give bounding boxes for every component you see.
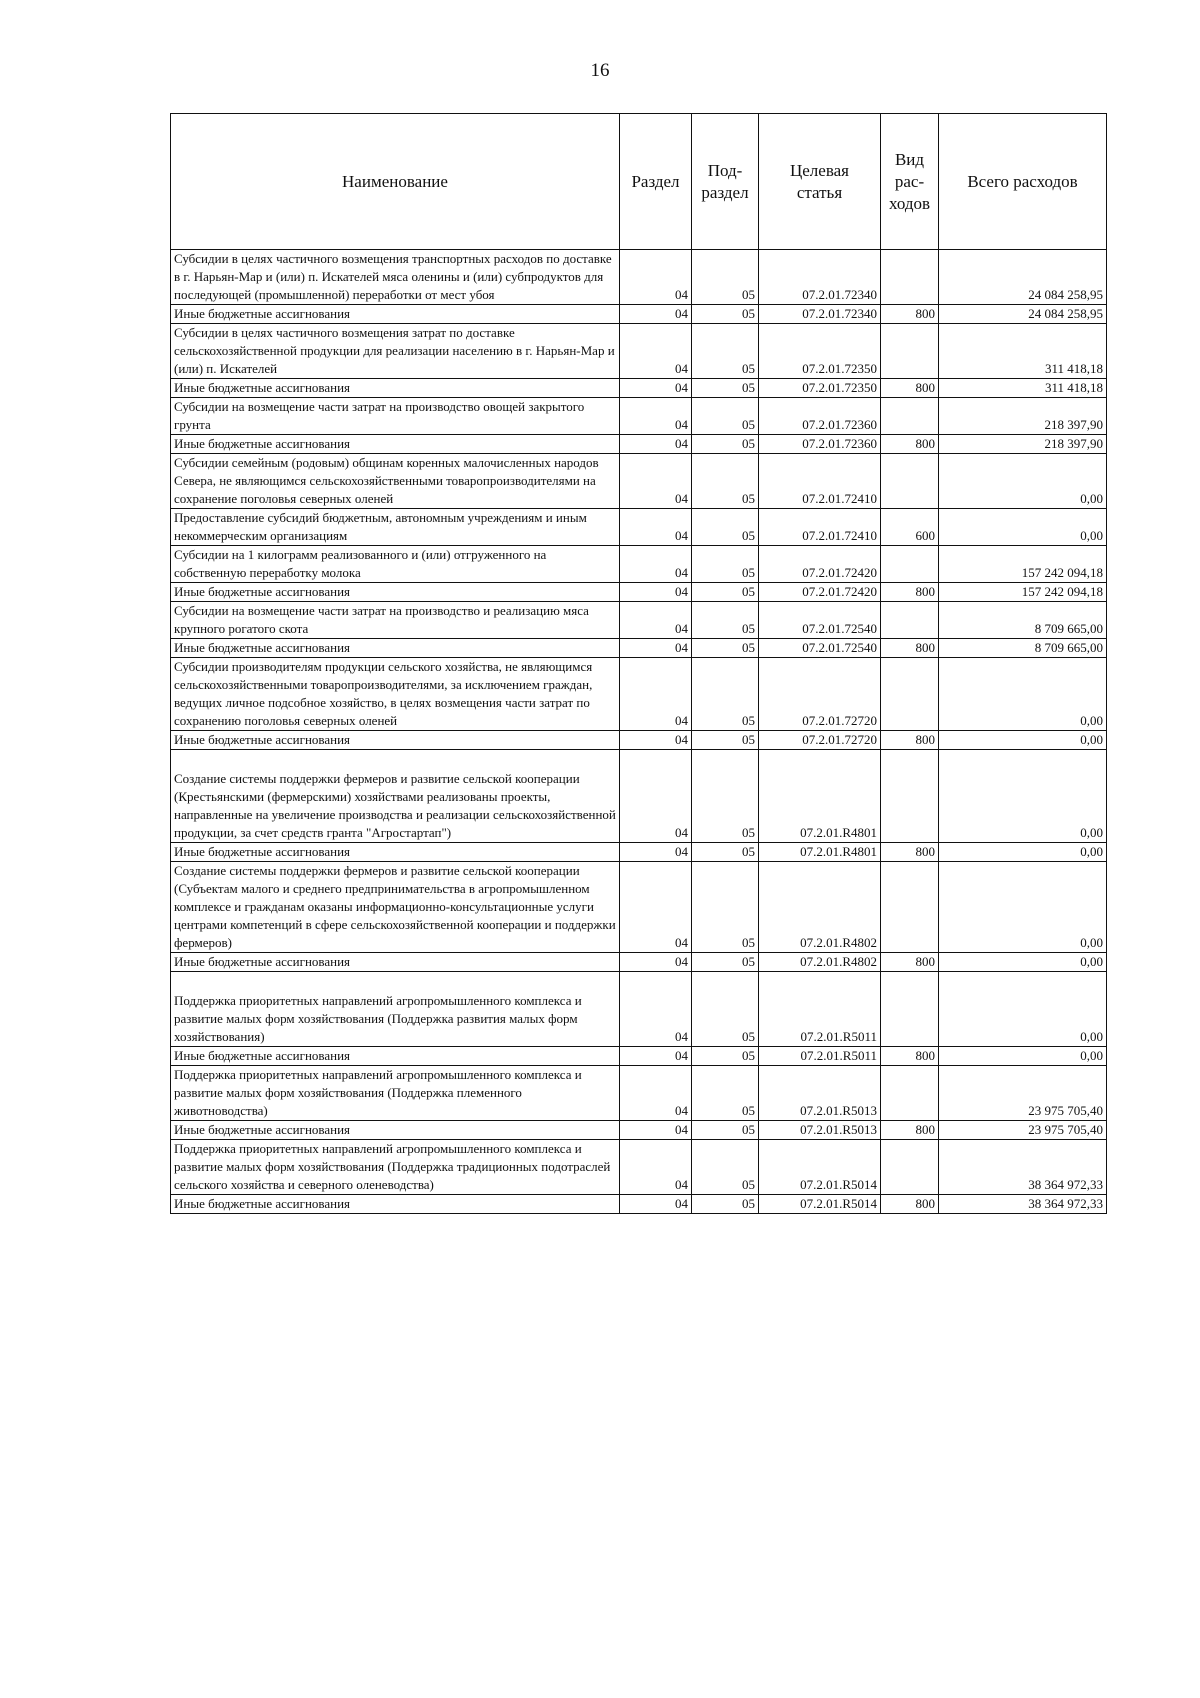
cell-total: 157 242 094,18 bbox=[939, 583, 1107, 602]
cell-total: 0,00 bbox=[939, 750, 1107, 843]
cell-razdel: 04 bbox=[620, 843, 692, 862]
cell-name: Субсидии на 1 килограмм реализованного и (или) отгруженного на собственную переработку молока bbox=[171, 546, 620, 583]
cell-target-article: 07.2.01.72410 bbox=[759, 509, 881, 546]
cell-podrazdel: 05 bbox=[692, 843, 759, 862]
table-row bbox=[171, 1047, 1107, 1066]
header-podrazdel: Под- раздел bbox=[692, 114, 759, 250]
budget-table bbox=[170, 113, 1107, 1214]
table-row bbox=[171, 731, 1107, 750]
cell-name: Иные бюджетные ассигнования bbox=[171, 305, 620, 324]
cell-target-article: 07.2.01.72540 bbox=[759, 639, 881, 658]
cell-target-article: 07.2.01.72350 bbox=[759, 379, 881, 398]
cell-razdel: 04 bbox=[620, 1121, 692, 1140]
cell-name: Иные бюджетные ассигнования bbox=[171, 379, 620, 398]
table-row bbox=[171, 750, 1107, 843]
cell-name: Поддержка приоритетных направлений агропромышленного комплекса и развитие малых форм хозяйствования (Поддержка племенного животноводства) bbox=[171, 1066, 620, 1121]
table-header-row bbox=[171, 114, 1107, 250]
cell-podrazdel: 05 bbox=[692, 1121, 759, 1140]
cell-expense-type bbox=[881, 972, 939, 1047]
table-row bbox=[171, 972, 1107, 1047]
cell-total: 0,00 bbox=[939, 454, 1107, 509]
cell-target-article: 07.2.01.72410 bbox=[759, 454, 881, 509]
cell-razdel: 04 bbox=[620, 953, 692, 972]
table-row bbox=[171, 583, 1107, 602]
cell-podrazdel: 05 bbox=[692, 862, 759, 953]
cell-razdel: 04 bbox=[620, 602, 692, 639]
cell-total: 0,00 bbox=[939, 509, 1107, 546]
table-row bbox=[171, 435, 1107, 454]
table-row bbox=[171, 1066, 1107, 1121]
cell-razdel: 04 bbox=[620, 1195, 692, 1214]
cell-expense-type bbox=[881, 398, 939, 435]
cell-target-article: 07.2.01.R5011 bbox=[759, 1047, 881, 1066]
cell-total: 38 364 972,33 bbox=[939, 1140, 1107, 1195]
cell-podrazdel: 05 bbox=[692, 250, 759, 305]
cell-expense-type bbox=[881, 750, 939, 843]
cell-total: 0,00 bbox=[939, 972, 1107, 1047]
cell-expense-type: 800 bbox=[881, 379, 939, 398]
cell-name: Субсидии семейным (родовым) общинам коренных малочисленных народов Севера, не являющимся сельскохозяйственными товаропроизводителями на сохранение поголовья северных оленей bbox=[171, 454, 620, 509]
table-row bbox=[171, 658, 1107, 731]
table-row bbox=[171, 379, 1107, 398]
cell-expense-type: 800 bbox=[881, 1121, 939, 1140]
cell-razdel: 04 bbox=[620, 509, 692, 546]
cell-razdel: 04 bbox=[620, 731, 692, 750]
table-row bbox=[171, 546, 1107, 583]
cell-target-article: 07.2.01.R5011 bbox=[759, 972, 881, 1047]
cell-target-article: 07.2.01.72360 bbox=[759, 398, 881, 435]
cell-podrazdel: 05 bbox=[692, 454, 759, 509]
table-row bbox=[171, 324, 1107, 379]
cell-podrazdel: 05 bbox=[692, 602, 759, 639]
cell-podrazdel: 05 bbox=[692, 1047, 759, 1066]
cell-expense-type: 600 bbox=[881, 509, 939, 546]
header-target-article: Целевая статья bbox=[759, 114, 881, 250]
cell-expense-type: 800 bbox=[881, 1047, 939, 1066]
cell-razdel: 04 bbox=[620, 750, 692, 843]
table-row bbox=[171, 843, 1107, 862]
cell-expense-type bbox=[881, 454, 939, 509]
cell-total: 23 975 705,40 bbox=[939, 1121, 1107, 1140]
cell-razdel: 04 bbox=[620, 398, 692, 435]
cell-expense-type bbox=[881, 658, 939, 731]
header-expense-type: Вид рас- ходов bbox=[881, 114, 939, 250]
cell-name: Субсидии в целях частичного возмещения затрат по доставке сельскохозяйственной продукции для реализации населению в г. Нарьян-Мар и (или) п. Искателей bbox=[171, 324, 620, 379]
cell-expense-type: 800 bbox=[881, 435, 939, 454]
cell-name: Субсидии в целях частичного возмещения транспортных расходов по доставке в г. Нарьян-Мар и (или) п. Искателей мяса оленины и (или) субпродуктов для последующей (промышленной) переработки от мест убоя bbox=[171, 250, 620, 305]
cell-name: Создание системы поддержки фермеров и развитие сельской кооперации (Крестьянскими (фермерскими) хозяйствами реализованы проекты, направленные на увеличение производства и реализации сельскохозяйственной продукции, за счет средств гранта "Агростартап") bbox=[171, 750, 620, 843]
header-name: Наименование bbox=[171, 114, 620, 250]
cell-razdel: 04 bbox=[620, 639, 692, 658]
cell-name: Поддержка приоритетных направлений агропромышленного комплекса и развитие малых форм хозяйствования (Поддержка традиционных подотраслей сельского хозяйства и северного оленеводства) bbox=[171, 1140, 620, 1195]
cell-total: 218 397,90 bbox=[939, 398, 1107, 435]
cell-razdel: 04 bbox=[620, 324, 692, 379]
cell-total: 218 397,90 bbox=[939, 435, 1107, 454]
header-razdel: Раздел bbox=[620, 114, 692, 250]
cell-podrazdel: 05 bbox=[692, 509, 759, 546]
cell-target-article: 07.2.01.72720 bbox=[759, 731, 881, 750]
table-row bbox=[171, 639, 1107, 658]
cell-name: Поддержка приоритетных направлений агропромышленного комплекса и развитие малых форм хозяйствования (Поддержка развития малых форм хозяйствования) bbox=[171, 972, 620, 1047]
table-row bbox=[171, 454, 1107, 509]
cell-total: 311 418,18 bbox=[939, 379, 1107, 398]
cell-podrazdel: 05 bbox=[692, 1066, 759, 1121]
cell-total: 0,00 bbox=[939, 1047, 1107, 1066]
cell-target-article: 07.2.01.72720 bbox=[759, 658, 881, 731]
cell-target-article: 07.2.01.R4801 bbox=[759, 750, 881, 843]
table-row bbox=[171, 1140, 1107, 1195]
cell-target-article: 07.2.01.72340 bbox=[759, 305, 881, 324]
cell-expense-type bbox=[881, 862, 939, 953]
table-row bbox=[171, 509, 1107, 546]
cell-target-article: 07.2.01.R4801 bbox=[759, 843, 881, 862]
cell-total: 0,00 bbox=[939, 862, 1107, 953]
cell-razdel: 04 bbox=[620, 1047, 692, 1066]
cell-expense-type bbox=[881, 1140, 939, 1195]
cell-name: Иные бюджетные ассигнования bbox=[171, 435, 620, 454]
cell-target-article: 07.2.01.R4802 bbox=[759, 862, 881, 953]
cell-total: 0,00 bbox=[939, 843, 1107, 862]
cell-razdel: 04 bbox=[620, 583, 692, 602]
cell-podrazdel: 05 bbox=[692, 1140, 759, 1195]
table-row bbox=[171, 1195, 1107, 1214]
cell-name: Иные бюджетные ассигнования bbox=[171, 953, 620, 972]
cell-podrazdel: 05 bbox=[692, 379, 759, 398]
cell-razdel: 04 bbox=[620, 454, 692, 509]
cell-expense-type bbox=[881, 602, 939, 639]
table-row bbox=[171, 602, 1107, 639]
cell-total: 8 709 665,00 bbox=[939, 639, 1107, 658]
cell-target-article: 07.2.01.R5014 bbox=[759, 1140, 881, 1195]
cell-podrazdel: 05 bbox=[692, 583, 759, 602]
cell-podrazdel: 05 bbox=[692, 731, 759, 750]
cell-target-article: 07.2.01.R5013 bbox=[759, 1066, 881, 1121]
cell-razdel: 04 bbox=[620, 250, 692, 305]
cell-expense-type: 800 bbox=[881, 1195, 939, 1214]
cell-name: Иные бюджетные ассигнования bbox=[171, 1047, 620, 1066]
cell-podrazdel: 05 bbox=[692, 305, 759, 324]
cell-expense-type: 800 bbox=[881, 843, 939, 862]
cell-name: Иные бюджетные ассигнования bbox=[171, 1121, 620, 1140]
cell-name: Субсидии на возмещение части затрат на производство и реализацию мяса крупного рогатого скота bbox=[171, 602, 620, 639]
cell-total: 0,00 bbox=[939, 953, 1107, 972]
cell-razdel: 04 bbox=[620, 862, 692, 953]
cell-razdel: 04 bbox=[620, 435, 692, 454]
cell-target-article: 07.2.01.R4802 bbox=[759, 953, 881, 972]
table-row bbox=[171, 862, 1107, 953]
table-body bbox=[171, 250, 1107, 1214]
header-total: Всего расходов bbox=[939, 114, 1107, 250]
cell-expense-type: 800 bbox=[881, 583, 939, 602]
cell-target-article: 07.2.01.72420 bbox=[759, 583, 881, 602]
cell-target-article: 07.2.01.R5013 bbox=[759, 1121, 881, 1140]
cell-podrazdel: 05 bbox=[692, 398, 759, 435]
cell-expense-type: 800 bbox=[881, 305, 939, 324]
cell-razdel: 04 bbox=[620, 305, 692, 324]
cell-podrazdel: 05 bbox=[692, 750, 759, 843]
cell-expense-type: 800 bbox=[881, 639, 939, 658]
cell-total: 24 084 258,95 bbox=[939, 305, 1107, 324]
cell-target-article: 07.2.01.72350 bbox=[759, 324, 881, 379]
table-row bbox=[171, 305, 1107, 324]
cell-razdel: 04 bbox=[620, 1066, 692, 1121]
cell-total: 311 418,18 bbox=[939, 324, 1107, 379]
cell-podrazdel: 05 bbox=[692, 953, 759, 972]
table-row bbox=[171, 1121, 1107, 1140]
cell-name: Иные бюджетные ассигнования bbox=[171, 639, 620, 658]
cell-expense-type bbox=[881, 324, 939, 379]
cell-expense-type bbox=[881, 546, 939, 583]
cell-razdel: 04 bbox=[620, 546, 692, 583]
cell-expense-type bbox=[881, 250, 939, 305]
cell-total: 0,00 bbox=[939, 731, 1107, 750]
page-number: 16 bbox=[590, 60, 610, 81]
cell-total: 8 709 665,00 bbox=[939, 602, 1107, 639]
cell-razdel: 04 bbox=[620, 972, 692, 1047]
cell-podrazdel: 05 bbox=[692, 324, 759, 379]
cell-podrazdel: 05 bbox=[692, 972, 759, 1047]
cell-target-article: 07.2.01.72420 bbox=[759, 546, 881, 583]
cell-target-article: 07.2.01.72360 bbox=[759, 435, 881, 454]
cell-name: Создание системы поддержки фермеров и развитие сельской кооперации (Субъектам малого и среднего предпринимательства в агропромышленном комплексе и гражданам оказаны информационно-консультационные услуги центрами компетенций в сфере сельскохозяйственной кооперации и поддержки фермеров) bbox=[171, 862, 620, 953]
cell-podrazdel: 05 bbox=[692, 658, 759, 731]
table-row bbox=[171, 953, 1107, 972]
cell-name: Предоставление субсидий бюджетным, автономным учреждениям и иным некоммерческим организациям bbox=[171, 509, 620, 546]
cell-name: Субсидии производителям продукции сельского хозяйства, не являющимся сельскохозяйственными товаропроизводителями, за исключением граждан, ведущих личное подсобное хозяйство, в целях возмещения части затрат по сохранению поголовья северных оленей bbox=[171, 658, 620, 731]
cell-razdel: 04 bbox=[620, 658, 692, 731]
cell-target-article: 07.2.01.72340 bbox=[759, 250, 881, 305]
cell-total: 0,00 bbox=[939, 658, 1107, 731]
cell-name: Иные бюджетные ассигнования bbox=[171, 843, 620, 862]
cell-razdel: 04 bbox=[620, 379, 692, 398]
cell-total: 23 975 705,40 bbox=[939, 1066, 1107, 1121]
cell-podrazdel: 05 bbox=[692, 639, 759, 658]
cell-expense-type bbox=[881, 1066, 939, 1121]
cell-total: 38 364 972,33 bbox=[939, 1195, 1107, 1214]
table-row bbox=[171, 250, 1107, 305]
cell-target-article: 07.2.01.72540 bbox=[759, 602, 881, 639]
table-row bbox=[171, 398, 1107, 435]
cell-expense-type: 800 bbox=[881, 953, 939, 972]
cell-name: Иные бюджетные ассигнования bbox=[171, 583, 620, 602]
cell-name: Субсидии на возмещение части затрат на производство овощей закрытого грунта bbox=[171, 398, 620, 435]
cell-name: Иные бюджетные ассигнования bbox=[171, 1195, 620, 1214]
cell-podrazdel: 05 bbox=[692, 546, 759, 583]
cell-podrazdel: 05 bbox=[692, 1195, 759, 1214]
cell-target-article: 07.2.01.R5014 bbox=[759, 1195, 881, 1214]
cell-total: 157 242 094,18 bbox=[939, 546, 1107, 583]
cell-expense-type: 800 bbox=[881, 731, 939, 750]
cell-razdel: 04 bbox=[620, 1140, 692, 1195]
cell-podrazdel: 05 bbox=[692, 435, 759, 454]
cell-name: Иные бюджетные ассигнования bbox=[171, 731, 620, 750]
cell-total: 24 084 258,95 bbox=[939, 250, 1107, 305]
